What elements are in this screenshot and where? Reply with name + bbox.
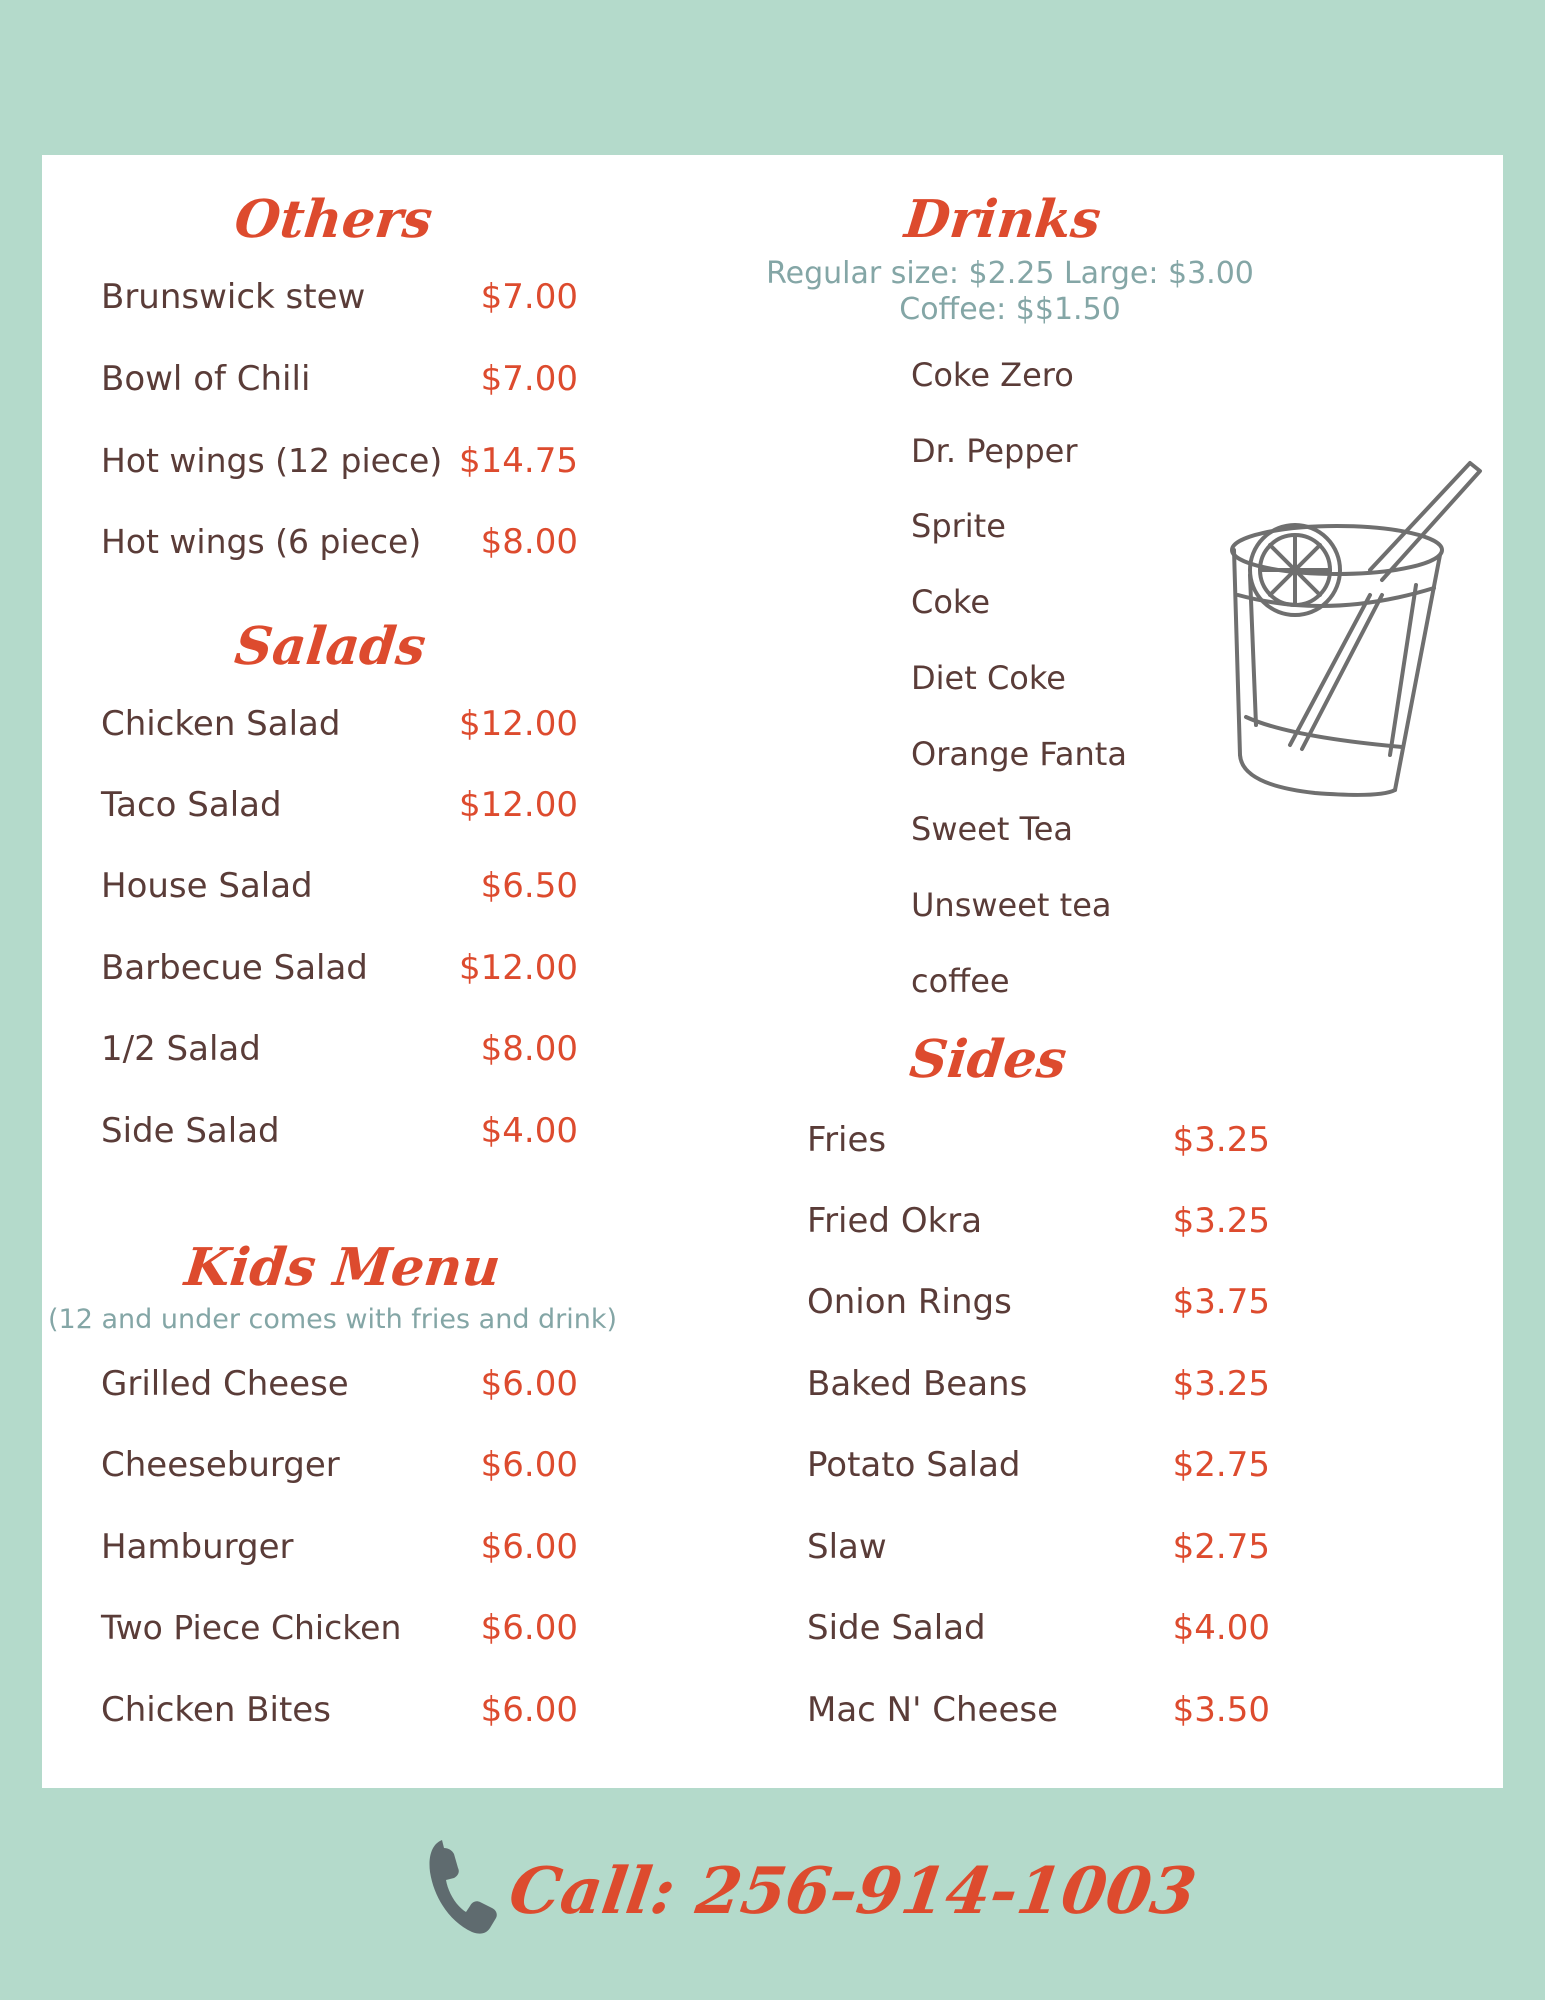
menu-item-price: $12.00 xyxy=(459,704,578,744)
menu-item-name: Taco Salad xyxy=(101,785,282,825)
menu-item-name: Hot wings (6 piece) xyxy=(101,522,422,561)
menu-item-price: $6.00 xyxy=(480,1527,578,1567)
menu-item-name: Grilled Cheese xyxy=(101,1364,349,1404)
menu-item-name: Chicken Salad xyxy=(101,704,341,744)
menu-item-price: $2.75 xyxy=(1172,1527,1270,1567)
menu-item-price: $3.50 xyxy=(1172,1690,1270,1730)
menu-item-price: $8.00 xyxy=(480,1029,578,1069)
menu-item-price: $6.50 xyxy=(480,866,578,906)
menu-item-name: Hamburger xyxy=(101,1527,294,1567)
menu-item-name: Onion Rings xyxy=(807,1282,1012,1322)
glass-drink-icon xyxy=(1230,455,1490,815)
menu-item-price: $12.00 xyxy=(459,948,578,988)
drink-item: Sweet Tea xyxy=(911,810,1073,848)
drink-item: Dr. Pepper xyxy=(911,432,1078,470)
drinks-price-note: Regular size: $2.25 Large: $3.00 xyxy=(766,256,1254,291)
menu-item-name: Two Piece Chicken xyxy=(101,1608,402,1647)
kids-menu-heading: Kids Menu xyxy=(181,1237,504,1298)
menu-item-name: Potato Salad xyxy=(807,1445,1021,1485)
drink-item: Unsweet tea xyxy=(911,886,1112,924)
menu-item-price: $7.00 xyxy=(480,277,578,317)
menu-item-price: $6.00 xyxy=(480,1445,578,1485)
menu-item-price: $6.00 xyxy=(480,1690,578,1730)
menu-item-name: Baked Beans xyxy=(807,1364,1028,1404)
menu-item-name: House Salad xyxy=(101,866,313,906)
menu-item-price: $7.00 xyxy=(480,359,578,399)
menu-item-name: Barbecue Salad xyxy=(101,948,368,988)
menu-item-price: $2.75 xyxy=(1172,1445,1270,1485)
menu-item-name: Slaw xyxy=(807,1527,887,1567)
menu-item-price: $14.75 xyxy=(459,441,578,481)
menu-item-name: Mac N' Cheese xyxy=(807,1690,1059,1730)
menu-item-price: $4.00 xyxy=(480,1111,578,1151)
coffee-price-note: Coffee: $$1.50 xyxy=(899,292,1121,327)
menu-item-name: 1/2 Salad xyxy=(101,1029,261,1069)
menu-item-price: $3.75 xyxy=(1172,1282,1270,1322)
menu-item-price: $3.25 xyxy=(1172,1120,1270,1160)
menu-item-name: Side Salad xyxy=(807,1608,986,1648)
menu-item-name: Cheeseburger xyxy=(101,1445,340,1485)
menu-item-name: Chicken Bites xyxy=(101,1690,331,1730)
drink-item: Diet Coke xyxy=(911,659,1066,697)
menu-item-price: $6.00 xyxy=(480,1364,578,1404)
menu-item-name: Fried Okra xyxy=(807,1201,983,1241)
menu-item-name: Bowl of Chili xyxy=(101,359,311,399)
others-heading: Others xyxy=(231,189,436,250)
drinks-heading: Drinks xyxy=(901,189,1104,250)
menu-item-price: $4.00 xyxy=(1172,1608,1270,1648)
menu-item-name: Side Salad xyxy=(101,1111,280,1151)
drink-item: Coke xyxy=(911,583,990,621)
salads-heading: Salads xyxy=(231,616,429,677)
phone-icon xyxy=(428,1836,500,1936)
menu-item-name: Fries xyxy=(807,1120,887,1160)
menu-item-name: Hot wings (12 piece) xyxy=(101,441,443,480)
kids-menu-note: (12 and under comes with fries and drink) xyxy=(48,1304,618,1335)
menu-item-price: $3.25 xyxy=(1172,1364,1270,1404)
menu-item-name: Brunswick stew xyxy=(101,277,366,317)
drink-item: Orange Fanta xyxy=(911,735,1127,773)
drink-item: Coke Zero xyxy=(911,356,1074,394)
sides-heading: Sides xyxy=(906,1029,1070,1090)
call-phone-number[interactable]: Call: 256-914-1003 xyxy=(504,1854,1201,1929)
drink-item: coffee xyxy=(911,962,1010,1000)
drink-item: Sprite xyxy=(911,507,1006,545)
menu-item-price: $3.25 xyxy=(1172,1201,1270,1241)
menu-item-price: $6.00 xyxy=(480,1608,578,1648)
menu-item-price: $8.00 xyxy=(480,522,578,562)
menu-item-price: $12.00 xyxy=(459,785,578,825)
